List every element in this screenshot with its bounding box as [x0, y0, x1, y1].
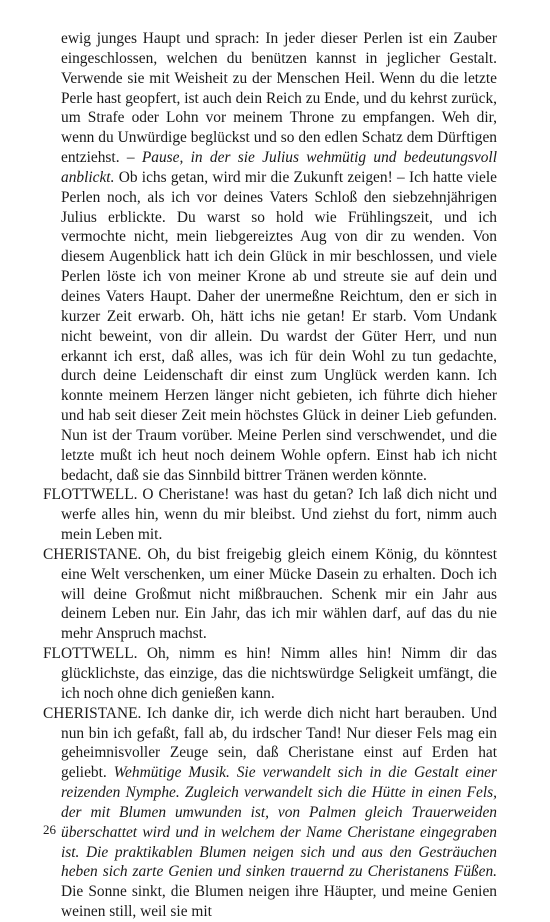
- speech-cheristane-1: [43, 545, 497, 644]
- speech-flottwell-2: [43, 644, 497, 704]
- speech-text-continued: Die Sonne sinkt, die Blumen neigen ihre Häupter, und meine Genien weinen still, weil sie mit: [61, 883, 497, 921]
- speaker-name: CHERISTANE.: [43, 704, 142, 722]
- continuation-text-1: ewig junges Haupt und sprach: In jeder dieser Perlen ist ein Zauber eingeschlossen, welchen du benützen kannst in jeglicher Gestalt. Verwende sie mit Weisheit zu der Menschen Heil. Wenn du die letzte Perle hast geopfert, ist auch dein Reich zu Ende, und du kehrst zurück, um Strafe oder Lohn vor meinem Throne zu empfangen. Weh dir, wenn du Unwürdige beglückst und so den edlen Schatz dem Dürftigen entziehst. –: [61, 30, 497, 167]
- speaker-name: FLOTTWELL.: [43, 486, 138, 504]
- speaker-name: CHERISTANE.: [43, 545, 142, 563]
- speech-text: Oh, nimm es hin! Nimm alles hin! Nimm dir das glücklichste, das einzige, das die nichtswürdge Seligkeit umfängt, die ich noch ohne dich genießen kann.: [61, 645, 497, 702]
- book-page-body: [43, 29, 497, 922]
- continuation-paragraph: [43, 29, 497, 485]
- speech-cheristane-2: [43, 704, 497, 922]
- page-number: 26: [43, 822, 56, 837]
- speech-text: O Cheristane! was hast du getan? Ich laß dich nicht und werfe alles hin, wenn du mir bleibst. Und ziehst du fort, nimm auch mein Leben mit.: [61, 486, 497, 544]
- speech-text: Ich danke dir, ich werde dich nicht hart berauben. Und nun bin ich gefaßt, fall ab, du irdscher Tand! Nur dieser Fels mag ein geheimnisvoller Zeuge sein, daß Cheristane einst auf Erden hat geliebt.: [61, 704, 497, 782]
- speech-flottwell-1: [43, 485, 497, 545]
- speaker-name: FLOTTWELL.: [43, 645, 138, 663]
- speech-text: Oh, du bist freigebig gleich einem König, du könntest eine Welt verschenken, um einer Mücke Dasein zu erhalten. Doch ich will deine Großmut nicht mißbrauchen. Schenk mir ein Jahr aus deinem Leben nur. Ein Jahr, das ich mir wählen darf, auf das du nie mehr Anspruch machst.: [61, 545, 497, 643]
- continuation-text-2: Ob ichs getan, wird mir die Zukunft zeigen! – Ich hatte viele Perlen noch, als ich vor deines Vaters Schloß den siebzehnjährigen Julius erblickte. Du warst so hold wie Frühlingszeit, und ich vermochte nicht, mein liebgereiztes Aug von dir zu wenden. Von diesem Augenblick hatt ich dein Glück in mir beschlossen, und viele Perlen löste ich von meiner Krone ab und streute sie auf dein und deines Vaters Haupt. Daher der unermeßne Reichtum, den er sich in kurzer Zeit erwarb. Oh, hätt ichs nie getan! Er starb. Vom Undank nicht beweint, von dir allein. Du wardst der Güter Herr, und nun erkannt ich erst, daß alles, was ich für dein Wohl zu tun gedachte, durch deine Leidenschaft dir einst zum Unglück werden kann. Ich konnte meinem Herzen länger nicht gebieten, ich führte dich hieher und hab seit dieser Zeit mein höchstes Glück in deiner Lieb gefunden. Nun ist der Traum vorüber. Meine Perlen sind verschwendet, und die letzte mußt ich heut noch deinem Wohle opfern. Einst hab ich nicht bedacht, daß sie das Sinnbild bittrer Tränen werden könnte.: [61, 168, 497, 484]
- stage-direction: Wehmütige Musik. Sie verwandelt sich in die Gestalt einer reizenden Nymphe. Zugleich verwandelt sich die Hütte in einen Fels, der mit Blumen umwunden ist, von Palmen gleich Trauerweiden überschattet wird und in welchem der Name Cheristane eingegraben ist. Die praktikablen Blumen neigen sich und aus den Gesträuchen heben sich zarte Genien und sinken trauernd zu Cheristanens Füßen.: [61, 764, 497, 881]
- stage-direction: Pause, in der sie Julius wehmütig und bedeutungsvoll anblickt.: [61, 149, 497, 186]
